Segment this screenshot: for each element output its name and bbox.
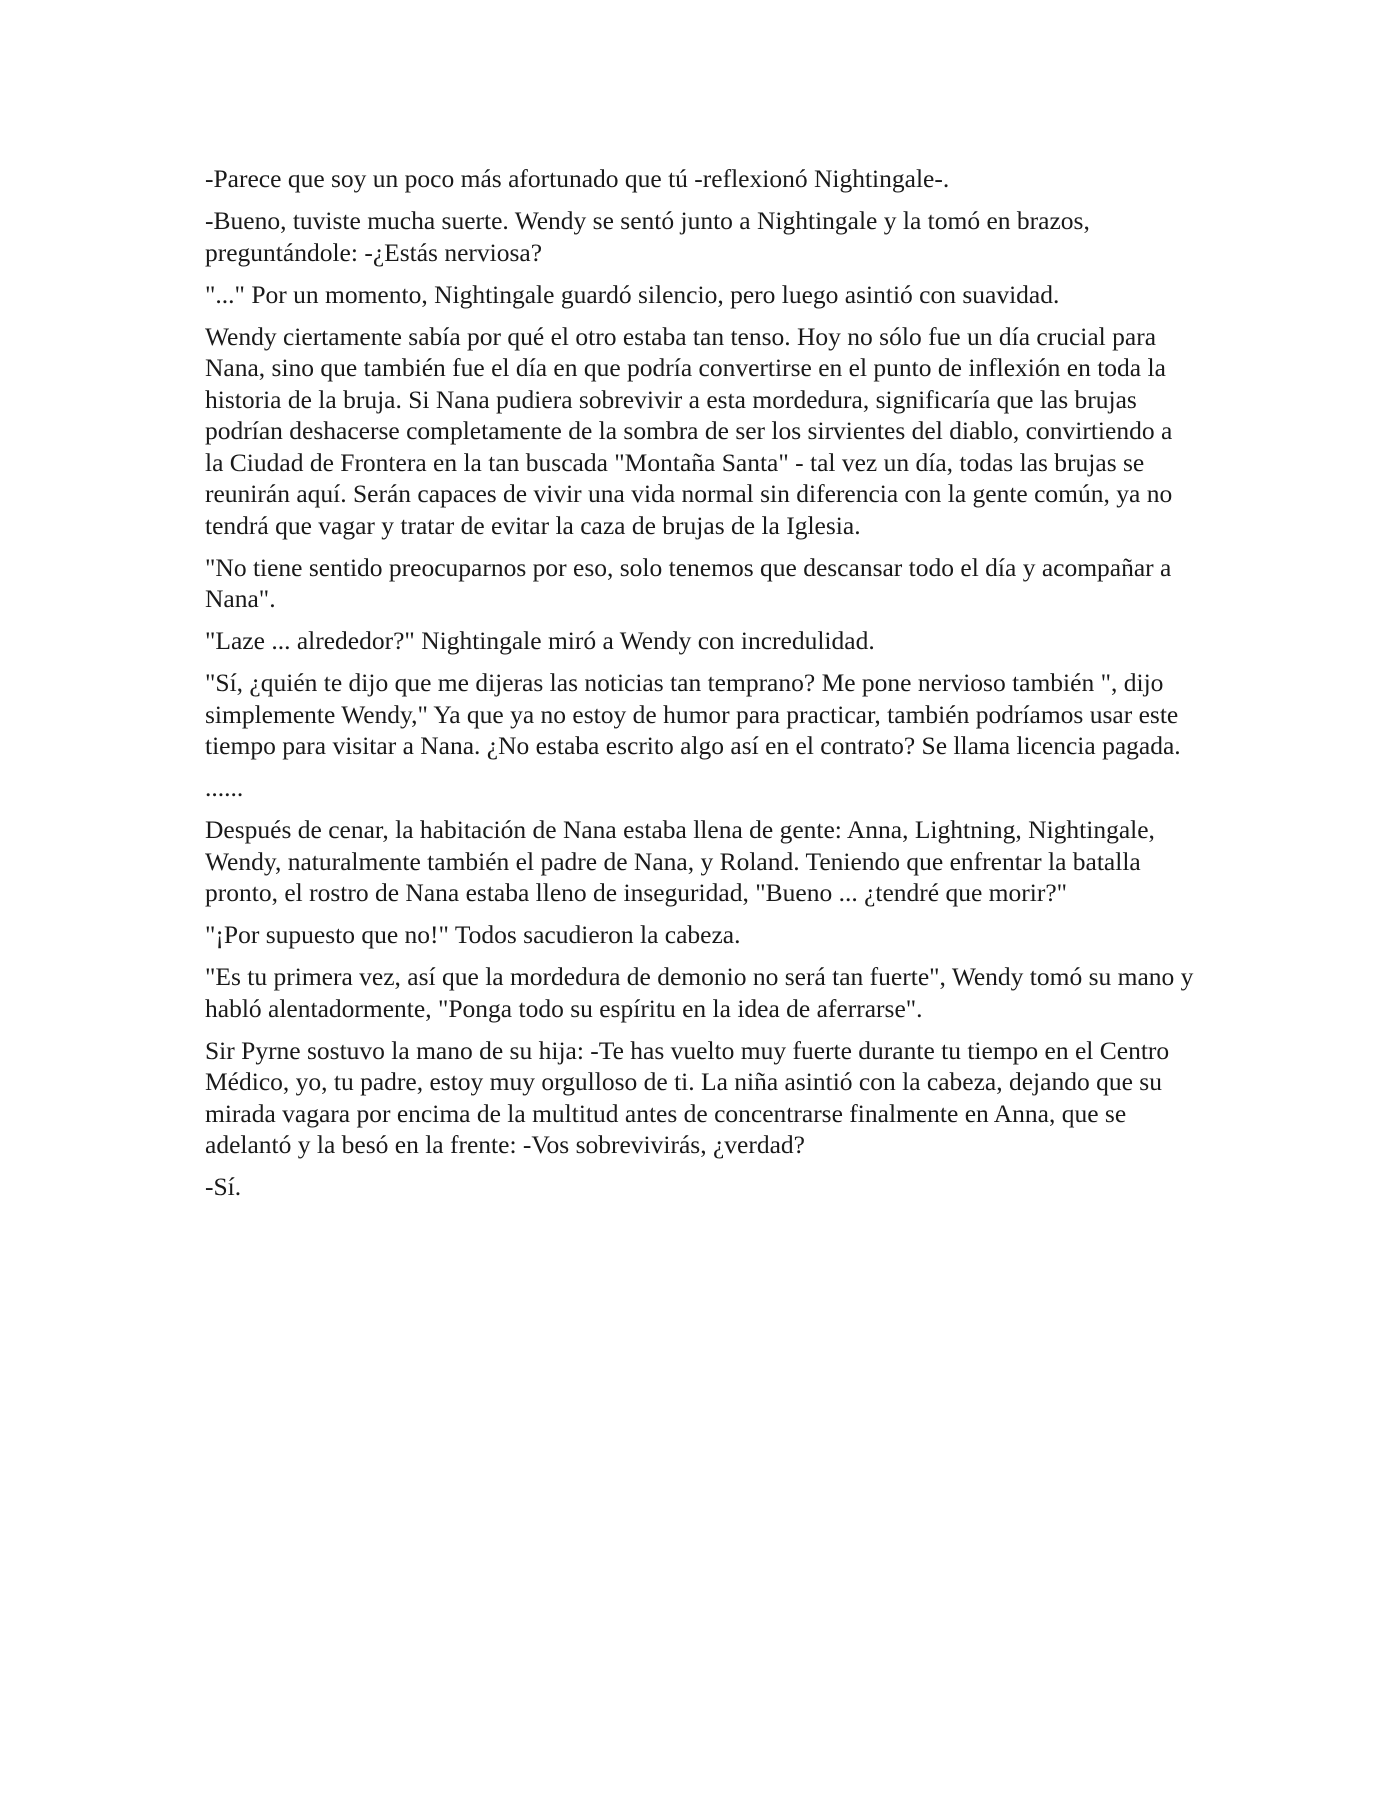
paragraph-10: "¡Por supuesto que no!" Todos sacudieron la cabeza. xyxy=(205,920,741,949)
paragraph-9: Después de cenar, la habitación de Nana estaba llena de gente: Anna, Lightning, Nightingale, Wendy, naturalmente también el padre de Nana, y Roland. Teniendo que enfrentar la batalla pronto, el rostro de Nana estaba lleno de inseguridad, "Bueno ... ¿tendré que morir?" xyxy=(205,815,1155,907)
paragraph-1: -Parece que soy un poco más afortunado que tú -reflexionó Nightingale-. xyxy=(205,164,950,193)
paragraph-7: "Sí, ¿quién te dijo que me dijeras las noticias tan temprano? Me pone nervioso también ", dijo simplemente Wendy," Ya que ya no estoy de humor para practicar, también podríamos usar este tiempo para visitar a Nana. ¿No estaba escrito algo así en el contrato? Se llama licencia pagada. xyxy=(205,668,1181,760)
paragraph-12: Sir Pyrne sostuvo la mano de su hija: -Te has vuelto muy fuerte durante tu tiempo en el Centro Médico, yo, tu padre, estoy muy orgulloso de ti. La niña asintió con la cabeza, dejando que su mirada vagara por encima de la multitud antes de concentrarse finalmente en Anna, que se adelantó y la besó en la frente: -Vos sobrevivirás, ¿verdad? xyxy=(205,1035,1170,1159)
paragraph-6: "Laze ... alrededor?" Nightingale miró a Wendy con incredulidad. xyxy=(205,626,875,655)
paragraph-4: Wendy ciertamente sabía por qué el otro estaba tan tenso. Hoy no sólo fue un día crucial para Nana, sino que también fue el día en que podría convertirse en el punto de inflexión en toda la historia de la bruja. Si Nana pudiera sobrevivir a esta mordedura, significaría que las brujas podrían deshacerse completamente de la sombra de ser los sirvientes del diablo, convirtiendo a la Ciudad de Frontera en la tan buscada "Montaña Santa" - tal vez un día, todas las brujas se reunirán aquí. Serán capaces de vivir una vida normal sin diferencia con la gente común, ya no tendrá que vagar y tratar de evitar la caza de brujas de la Iglesia. xyxy=(205,321,1173,540)
paragraph-13: -Sí. xyxy=(205,1172,242,1201)
document-body xyxy=(205,163,1195,1213)
paragraph-3: "..." Por un momento, Nightingale guardó silencio, pero luego asintió con suavidad. xyxy=(205,279,1060,309)
paragraph-11: "Es tu primera vez, así que la mordedura de demonio no será tan fuerte", Wendy tomó su mano y habló alentadormente, "Ponga todo su espíritu en la idea de aferrarse". xyxy=(205,962,1194,1023)
scene-break: ...... xyxy=(205,773,244,802)
paragraph-5: "No tiene sentido preocuparnos por eso, solo tenemos que descansar todo el día y acompañar a Nana". xyxy=(205,552,1172,613)
paragraph-2: -Bueno, tuviste mucha suerte. Wendy se sentó junto a Nightingale y la tomó en brazos, preguntándole: -¿Estás nerviosa? xyxy=(205,206,1090,267)
